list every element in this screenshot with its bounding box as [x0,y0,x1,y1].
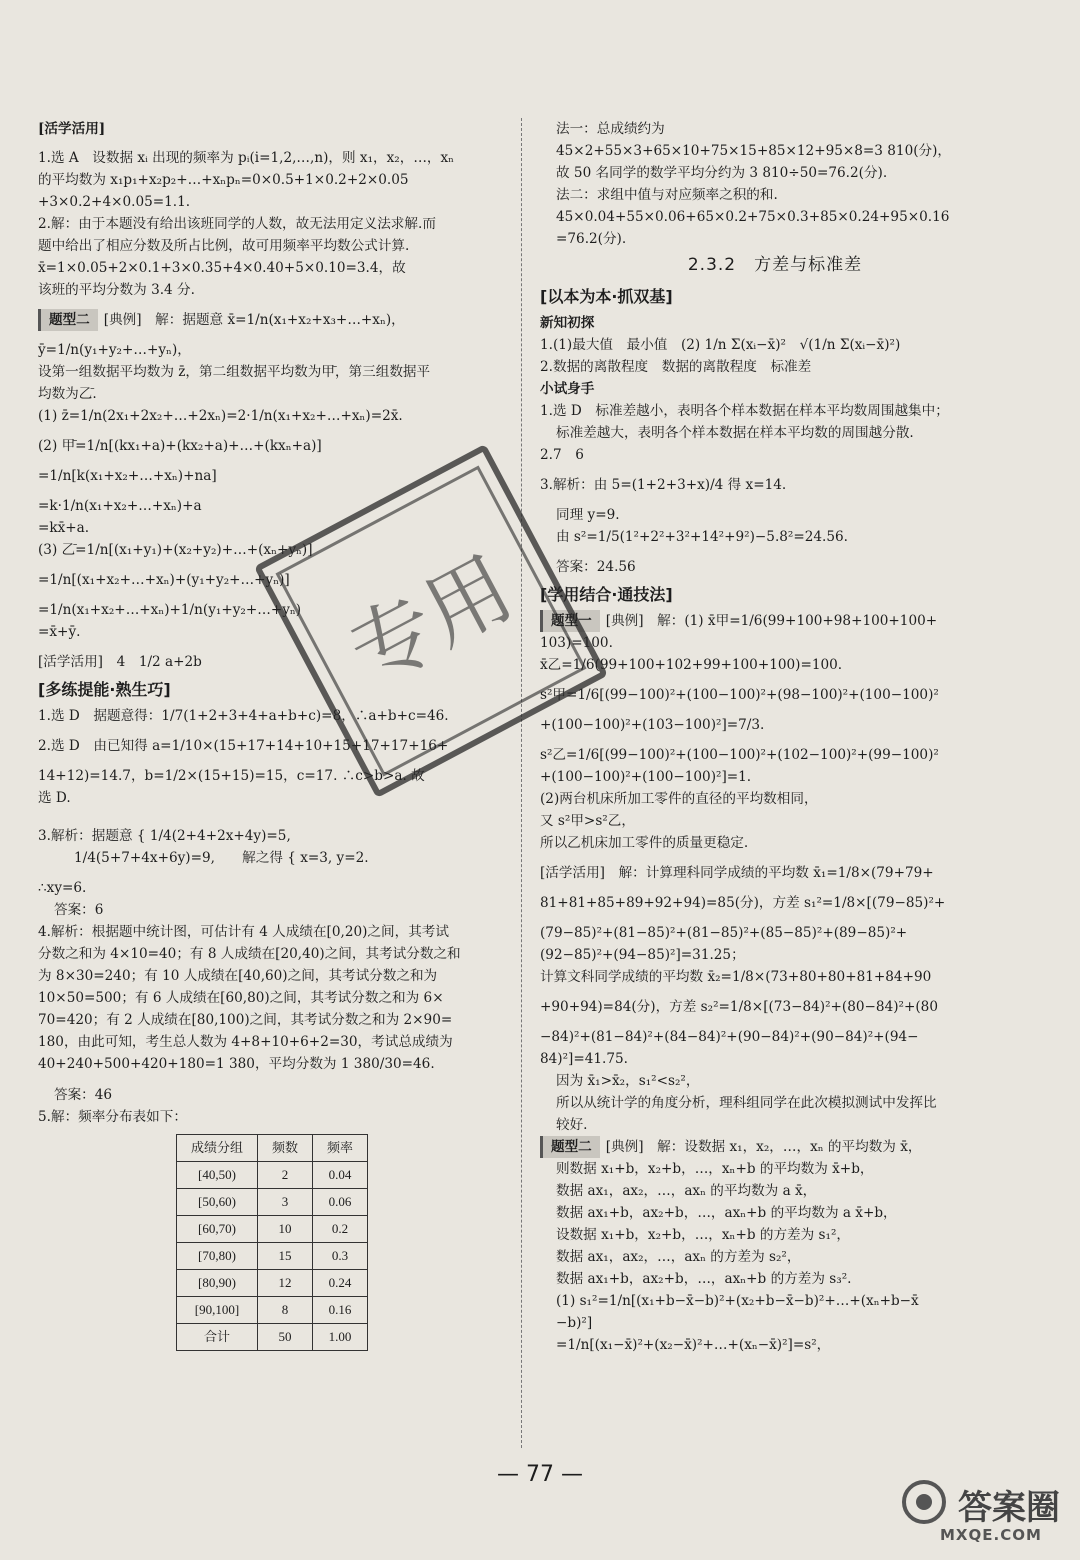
table-cell: 2 [258,1161,313,1188]
answer-line: −b)²] [556,1315,593,1332]
spacer [540,854,1010,862]
answer-line: 数据 ax₁，ax₂，…，axₙ 的平均数为 a x̄， [556,1182,817,1199]
answer-line: 5.解：频率分布表如下： [38,1108,187,1125]
answer-line: x̄=1×0.05+2×0.1+3×0.35+4×0.40+5×0.10=3.4，故 [38,260,406,277]
table-cell: [90,100] [177,1296,258,1323]
answer-line: 由 s²=1/5(1²+2²+3²+14²+9²)−5.8²=24.56. [556,528,849,545]
answer-line: s²甲=1/6[(99−100)²+(100−100)²+(98−100)²+(100−100)² [540,686,939,703]
answer-line: 题中给出了相应分数及所占比例，故可用频率平均数公式计算. [38,238,410,255]
answer-line: ∴xy=6. [38,880,87,897]
table-cell: [70,80) [177,1242,258,1269]
table-cell: 1.00 [313,1323,368,1350]
answer-line: (2)两台机床所加工零件的直径的平均数相同， [540,790,818,807]
answer-line: 3.解析：据题意 { 1/4(2+4+2x+4y)=5, [38,828,291,845]
frequency-table [176,1134,368,1351]
answer-line: +(100−100)²+(103−100)²]=7/3. [540,716,765,733]
answer-line: (1) z̄=1/n(2x₁+2x₂+…+2xₙ)=2·1/n(x₁+x₂+…+xₙ)=2x̄. [38,408,403,425]
answer-text: [典例] 解：(1) x̄甲=1/6(99+100+98+100+100+ [605,612,938,629]
answer-line: =1/n[(x₁+x₂+…+xₙ)+(y₁+y₂+…+yₙ)] [38,572,290,589]
site-watermark [900,1478,1070,1548]
question-type-badge: 题型二 [540,1136,600,1158]
answer-line: 1.选 A 设数据 xᵢ 出现的频率为 pᵢ(i=1,2,…,n)，则 x₁，x₂，…，xₙ [38,150,455,167]
spacer [540,548,1010,556]
question-type-line [38,309,508,331]
spacer [540,914,1010,922]
subsection-heading: 小试身手 [540,380,595,397]
page-number: — 77 — [497,1462,583,1487]
table-row [177,1215,368,1242]
answer-line: (1) s₁²=1/n[(x₁+b−x̄−b)²+(x₂+b−x̄−b)²+…+(xₙ+b−x̄ [556,1293,919,1310]
watermark-main-text: 答案圈 [958,1488,1060,1528]
answer-line: 所以乙机床加工零件的质量更稳定. [540,834,749,851]
table-header-cell: 频率 [313,1134,368,1161]
answer-line: 计算文科同学成绩的平均数 x̄₂=1/8×(73+80+80+81+84+90 [540,968,932,985]
answer-line: 1.(1)最大值 最小值 (2) 1/n Σ(xᵢ−x̄)² √(1/n Σ(xᵢ−x̄)²) [540,336,901,353]
answer-line: [活学活用] 4 1/2 a+2b [38,654,202,671]
table-cell: 0.2 [313,1215,368,1242]
label-tag: [活学活用] [38,121,106,137]
answer-line: 2.数据的离散程度 数据的离散程度 标准差 [540,358,812,375]
answer-line: 103)=100. [540,634,613,651]
answer-line: 数据 ax₁+b，ax₂+b，…，axₙ+b 的平均数为 a x̄+b， [556,1204,897,1221]
answer-line: 设数据 x₁+b，x₂+b，…，xₙ+b 的方差为 s₁²， [556,1227,851,1243]
table-cell: 0.24 [313,1269,368,1296]
table-cell: [40,50) [177,1161,258,1188]
column-divider [521,118,523,1448]
table-header-cell: 频数 [258,1134,313,1161]
answer-line: =1/n[k(x₁+x₂+…+xₙ)+na] [38,468,217,485]
answer-line: 180，由此可知，考生总人数为 4+8+10+6+2=30，考试总成绩为 [38,1034,453,1051]
spacer [38,427,508,435]
answer-line: 法二：求组中值与对应频率之积的和. [556,187,778,204]
spacer [540,676,1010,684]
table-cell: 50 [258,1323,313,1350]
question-type-badge: 题型一 [540,610,600,632]
answer-line: 答案：46 [54,1086,113,1103]
table-cell: 10 [258,1215,313,1242]
answer-line: 则数据 x₁+b，x₂+b，…，xₙ+b 的平均数为 x̄+b， [556,1160,874,1177]
answer-line: 70=420；有 2 人成绩在[80,100)之间，其考试分数之和为 2×90= [38,1012,453,1029]
answer-line: (92−85)²+(94−85)²]=31.25； [540,946,745,963]
spacer [38,331,508,339]
spacer [38,809,508,825]
answer-line: x̄乙=1/6(99+100+102+99+100+100)=100. [540,656,843,673]
subsection-heading: 新知初探 [540,314,595,331]
answer-line: 答案：6 [54,902,104,919]
answer-line: 2.选 D 由已知得 a=1/10×(15+17+14+10+15+17+17+16+ [38,738,449,755]
answer-line: 选 D. [38,790,71,807]
answer-line: 因为 x̄₁>x̄₂，s₁²<s₂²， [556,1072,700,1089]
spacer [540,496,1010,504]
answer-line: 2.7 6 [540,446,584,463]
table-cell: 12 [258,1269,313,1296]
table-cell: 15 [258,1242,313,1269]
watermark-sub-text: MXQE.COM [940,1526,1042,1544]
table-cell: 0.06 [313,1188,368,1215]
table-cell: 0.16 [313,1296,368,1323]
answer-line: −84)²+(81−84)²+(84−84)²+(90−84)²+(90−84)²+(94− [540,1028,919,1045]
answer-line: 分数之和为 4×10=40；有 8 人成绩在[20,40)之间，其考试分数之和 [38,946,461,963]
question-type-badge: 题型二 [38,309,98,331]
answer-line: 81+81+85+89+92+94)=85(分)，方差 s₁²=1/8×[(79−85)²+ [540,894,946,911]
answer-line: 45×0.04+55×0.06+65×0.2+75×0.3+85×0.24+95×0.16 [556,209,950,226]
spacer [540,466,1010,474]
table-cell: 8 [258,1296,313,1323]
answer-line: 较好. [556,1116,588,1133]
answer-line: 1.选 D 据题意得：1/7(1+2+3+4+a+b+c)=8，∴a+b+c=46. [38,708,449,725]
answer-line: 数据 ax₁+b，ax₂+b，…，axₙ+b 的方差为 s₃². [556,1271,852,1288]
answer-line: 84)²]=41.75. [540,1050,628,1067]
table-header-cell: 成绩分组 [177,1134,258,1161]
answer-line: 3.解析：由 5=(1+2+3+x)/4 得 x=14. [540,476,787,493]
answer-line: 2.解：由于本题没有给出该班同学的人数，故无法用定义法求解.而 [38,216,436,233]
spacer [540,736,1010,744]
answer-line: 1/4(5+7+4x+6y)=9, 解之得 { x=3, y=2. [74,850,369,867]
answer-line: 14+12)=14.7，b=1/2×(15+15)=15，c=17. ∴c>b>a. 故 [38,768,425,785]
answer-line: 1.选 D 标准差越小，表明各个样本数据在样本平均数周围越集中； [540,402,949,419]
answer-line: 45×2+55×3+65×10+75×15+85×12+95×8=3 810(分)， [556,143,952,160]
answer-line: +(100−100)²+(100−100)²]=1. [540,768,752,785]
answer-line: =1/n[(x₁−x̄)²+(x₂−x̄)²+…+(xₙ−x̄)²]=s²， [556,1337,831,1354]
answer-line: =kx̄+a. [38,520,90,537]
spacer [540,884,1010,892]
table-cell: 0.3 [313,1242,368,1269]
answer-line: 同理 y=9. [556,506,620,523]
table-row [177,1242,368,1269]
answer-line: 答案：24.56 [556,558,636,575]
spacer [38,457,508,465]
answer-line: ȳ=1/n(y₁+y₂+…+yₙ)， [38,342,191,359]
answer-line: 10×50=500；有 6 人成绩在[60,80)之间，其考试分数之和为 6× [38,990,444,1007]
answer-line: 4.解析：根据题中统计图，可估计有 4 人成绩在[0,20)之间，其考试 [38,924,449,941]
answer-line: s²乙=1/6[(99−100)²+(100−100)²+(102−100)²+(99−100)² [540,746,939,763]
spacer [38,869,508,877]
spacer [540,988,1010,996]
table-cell: 0.04 [313,1161,368,1188]
table-row [177,1188,368,1215]
table-header-row [177,1134,368,1161]
answer-line: 40+240+500+420+180=1 380，平均分数为 1 380/30=46. [38,1056,435,1073]
right-column [540,118,1010,1356]
table-cell: [60,70) [177,1215,258,1242]
table-row [177,1323,368,1350]
answer-line: +90+94)=84(分)，方差 s₂²=1/8×[(73−84)²+(80−84)²+(80 [540,998,938,1015]
answer-line: 又 s²甲>s²乙， [540,812,635,829]
table-cell: 3 [258,1188,313,1215]
answer-line: 所以从统计学的角度分析，理科组同学在此次模拟测试中发挥比 [556,1094,937,1111]
answer-line: =76.2(分). [556,231,627,248]
table-cell: [80,90) [177,1269,258,1296]
answer-line: (2) 甲̄=1/n[(kx₁+a)+(kx₂+a)+…+(kxₙ+a)] [38,438,322,455]
watermark-logo-icon [900,1478,960,1526]
answer-line: =1/n(x₁+x₂+…+xₙ)+1/n(y₁+y₂+…+yₙ) [38,602,302,619]
answer-text: [典例] 解：据题意 x̄=1/n(x₁+x₂+x₃+…+xₙ)， [103,312,405,329]
answer-line: 设第一组数据平均数为 z̄，第二组数据平均数为甲̄，第三组数据平 [38,364,431,381]
section-banner: [以本为本·抓双基] [540,286,673,306]
answer-line: 该班的平均分数为 3.4 分. [38,282,195,299]
spacer [38,301,508,309]
answer-line: (79−85)²+(81−85)²+(81−85)²+(85−85)²+(89−85)²+ [540,924,908,941]
table-row [177,1296,368,1323]
seal-stamp-text: 专用 [275,465,586,776]
section-banner: [多练提能·熟生巧] [38,680,171,700]
question-type-line [540,1136,1010,1158]
question-type-line [540,610,1010,632]
table-row [177,1161,368,1188]
spacer [540,1018,1010,1026]
table-row [177,1269,368,1296]
answer-line: 的平均数为 x₁p₁+x₂p₂+…+xₙpₙ=0×0.5+1×0.2+2×0.05 [38,172,409,189]
answer-line: [活学活用] 解：计算理科同学成绩的平均数 x̄₁=1/8×(79+79+ [540,864,934,881]
answer-line: 均数为乙̄. [38,386,97,403]
answer-line: 数据 ax₁，ax₂，…，axₙ 的方差为 s₂²， [556,1249,801,1266]
answer-line: 标准差越大，表明各个样本数据在样本平均数的周围越分散. [556,424,914,441]
answer-line: =k·1/n(x₁+x₂+…+xₙ)+a [38,498,202,515]
table-cell: [50,60) [177,1188,258,1215]
table-cell: 合计 [177,1323,258,1350]
answer-line: =x̄+ȳ. [38,624,81,641]
spacer [38,1076,508,1084]
answer-line: 法一：总成绩约为 [556,121,665,137]
spacer [540,706,1010,714]
answer-line: (3) 乙̄=1/n[(x₁+y₁)+(x₂+y₂)+…+(xₙ+yₙ)] [38,542,313,559]
answer-line: 为 8×30=240；有 10 人成绩在[40,60)之间，其考试分数之和为 [38,968,438,985]
answer-text: [典例] 解：设数据 x₁，x₂，…，xₙ 的平均数为 x̄， [605,1138,922,1155]
section-banner: [学用结合·通技法] [540,584,673,604]
section-title: 2.3.2 方差与标准差 [687,255,863,276]
answer-line: +3×0.2+4×0.05=1.1. [38,194,191,211]
answer-line: 故 50 名同学的数学平均分约为 3 810÷50=76.2(分). [556,165,888,182]
